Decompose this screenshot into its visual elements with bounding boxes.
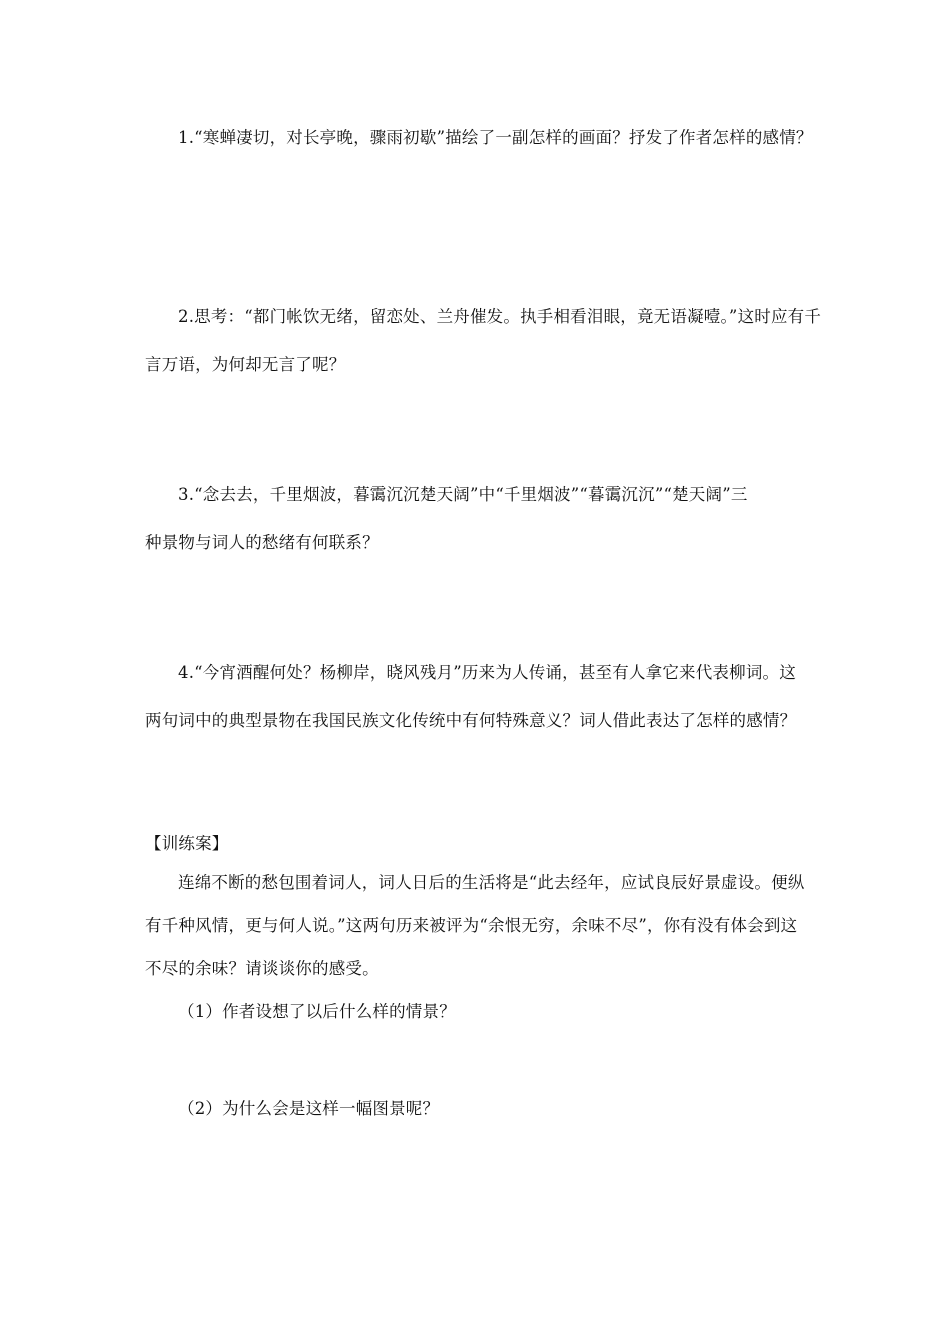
- question-3-line-2: 种景物与词人的愁绪有何联系？: [145, 533, 379, 552]
- question-2-line-2: 言万语，为何却无言了呢？: [145, 355, 346, 374]
- sub-question-2: （2）为什么会是这样一幅图景呢？: [178, 1099, 440, 1118]
- sub-question-1: （1）作者设想了以后什么样的情景？: [178, 1002, 456, 1021]
- question-2-line-1: 2.思考：“都门帐饮无绪，留恋处、兰舟催发。执手相看泪眼，竟无语凝噎。”这时应有千: [178, 307, 822, 326]
- training-paragraph-line-2: 有千种风情，更与何人说。”这两句历来被评为“余恨无穷，余味不尽”，你有没有体会到这: [145, 916, 798, 935]
- training-paragraph-line-3: 不尽的余味？请谈谈你的感受。: [145, 959, 379, 978]
- question-3-line-1: 3.“念去去，千里烟波，暮霭沉沉楚天阔”中“千里烟波”“暮霭沉沉”“楚天阔”三: [178, 485, 748, 504]
- question-1: 1.“寒蝉凄切，对长亭晚，骤雨初歇”描绘了一副怎样的画面？抒发了作者怎样的感情？: [178, 128, 813, 147]
- question-4-line-1: 4.“今宵酒醒何处？杨柳岸，晓风残月”历来为人传诵，甚至有人拿它来代表柳词。这: [178, 663, 796, 682]
- training-section-heading: 【训练案】: [145, 834, 229, 853]
- training-paragraph-line-1: 连绵不断的愁包围着词人，词人日后的生活将是“此去经年，应试良辰好景虚设。便纵: [178, 873, 805, 892]
- question-4-line-2: 两句词中的典型景物在我国民族文化传统中有何特殊意义？词人借此表达了怎样的感情？: [145, 711, 797, 730]
